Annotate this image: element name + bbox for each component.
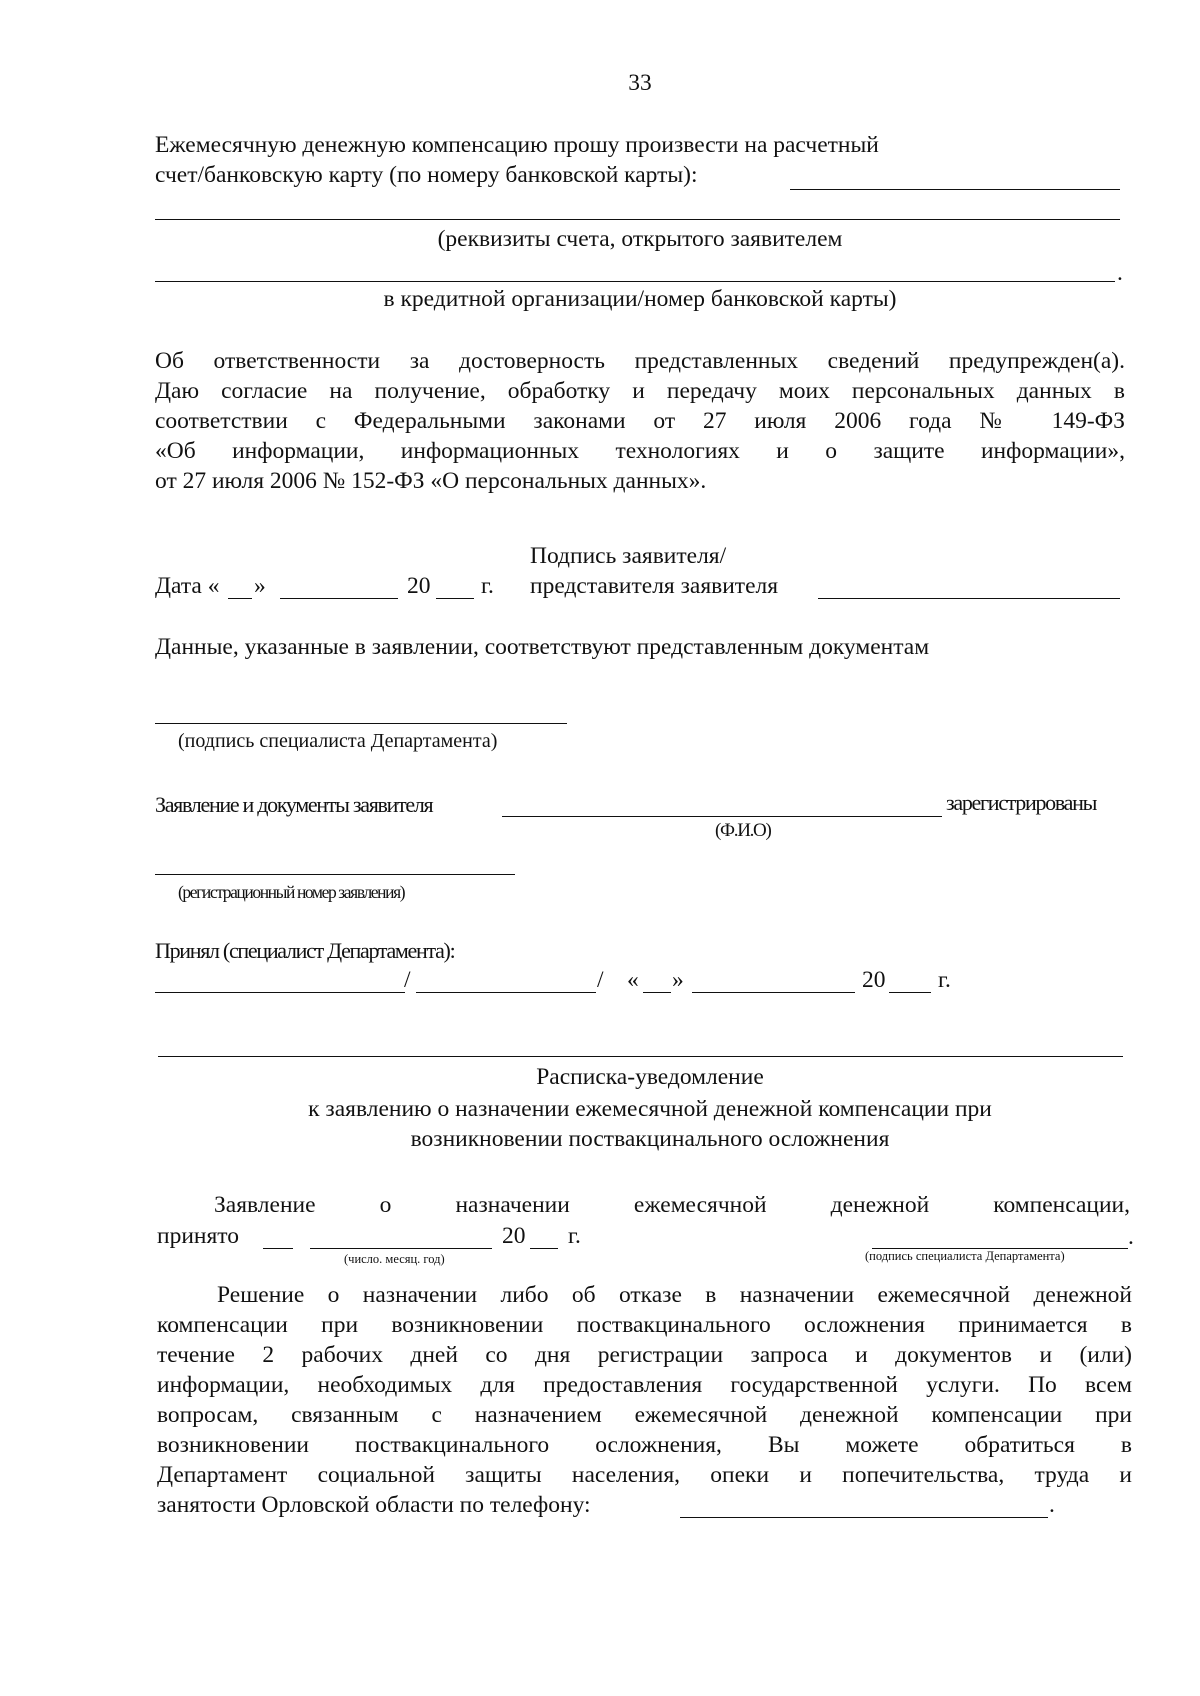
account-details-period: .: [1117, 260, 1123, 286]
specialist-signature-caption: (подпись специалиста Департамента): [178, 730, 498, 752]
receipt-year-prefix: 20: [502, 1223, 526, 1249]
compensation-line-1: Ежемесячную денежную компенсацию прошу произвести на расчетный: [155, 132, 879, 158]
date-label: Дата «: [155, 573, 220, 599]
date-day-field[interactable]: [228, 598, 252, 599]
phone-period: .: [1049, 1492, 1055, 1518]
decision-line: компенсации при возникновении поствакцинального осложнения принимается в: [157, 1312, 1132, 1338]
date-year-field[interactable]: [436, 598, 474, 599]
date-month-field[interactable]: [280, 598, 398, 599]
accepted-year-prefix: 20: [862, 967, 886, 993]
registration-label: Заявление и документы заявителя: [155, 792, 433, 817]
consent-line: от 27 июля 2006 № 152-ФЗ «О персональных данных».: [155, 468, 707, 494]
receipt-date-caption: (число. месяц. год): [344, 1252, 445, 1266]
account-details-caption-2: в кредитной организации/номер банковской карты): [383, 286, 897, 312]
consent-paragraph: [155, 346, 1125, 496]
accepted-slash-1: /: [404, 967, 411, 993]
accepted-year-field[interactable]: [889, 992, 931, 993]
receipt-date-field[interactable]: [310, 1248, 492, 1249]
receipt-accepted-label: принято: [157, 1223, 239, 1249]
date-year-prefix: 20: [407, 573, 431, 599]
decision-line: Решение о назначении либо об отказе в назначении ежемесячной денежной: [217, 1282, 1132, 1308]
consent-line: соответствии с Федеральными законами от 27 июля 2006 года № 149-ФЗ: [155, 408, 1125, 434]
receipt-year-field[interactable]: [530, 1248, 558, 1249]
accepted-month-field[interactable]: [692, 992, 855, 993]
receipt-signature-caption: (подпись специалиста Департамента): [865, 1249, 1065, 1263]
fio-caption: (Ф.И.О): [715, 820, 771, 841]
date-close-quote: »: [254, 573, 266, 599]
verification-text: Данные, указанные в заявлении, соответствуют представленным документам: [155, 634, 930, 660]
page-number: 33: [628, 70, 652, 96]
applicant-signature-label: Подпись заявителя/: [530, 543, 727, 569]
receipt-day-field[interactable]: [263, 1248, 293, 1249]
receipt-period: .: [1128, 1224, 1134, 1250]
decision-line: информации, необходимых для предоставления государственной услуги. По всем: [157, 1372, 1132, 1398]
account-details-field-1[interactable]: [155, 219, 1120, 220]
applicant-signature-field[interactable]: [818, 598, 1120, 599]
decision-line: вопросам, связанным с назначением ежемесячной денежной компенсации при: [157, 1402, 1132, 1428]
phone-label: занятости Орловской области по телефону:: [157, 1492, 591, 1518]
registration-number-field[interactable]: [155, 874, 515, 875]
accepted-year-suffix: г.: [938, 967, 951, 993]
receipt-application-line: Заявление о назначении ежемесячной денежной компенсации,: [214, 1192, 1130, 1218]
decision-line: течение 2 рабочих дней со дня регистрации запроса и документов и (или): [157, 1342, 1132, 1368]
decision-line: Департамент социальной защиты населения, опеки и попечительства, труда и: [157, 1462, 1132, 1488]
accepted-label: Принял (специалист Департамента):: [155, 938, 455, 963]
representative-label: представителя заявителя: [530, 573, 779, 599]
accepted-day-field[interactable]: [643, 992, 671, 993]
accepted-name-field[interactable]: [416, 992, 596, 993]
card-number-field[interactable]: [790, 189, 1120, 190]
account-details-caption-1: (реквизиты счета, открытого заявителем: [437, 226, 843, 252]
registration-number-caption: (регистрационный номер заявления): [178, 882, 405, 902]
compensation-line-2: счет/банковскую карту (по номеру банковской карты):: [155, 162, 698, 188]
accepted-quote-close: »: [672, 967, 684, 993]
receipt-title: Расписка-уведомление: [536, 1064, 764, 1090]
receipt-subtitle-1: к заявлению о назначении ежемесячной денежной компенсации при: [308, 1096, 992, 1122]
consent-line: Об ответственности за достоверность представленных сведений предупрежден(а).: [155, 348, 1125, 374]
consent-line: Даю согласие на получение, обработку и передачу моих персональных данных в: [155, 378, 1125, 404]
accepted-slash-2: /: [597, 967, 604, 993]
decision-paragraph: [157, 1280, 1132, 1490]
receipt-subtitle-2: возникновении поствакцинального осложнения: [410, 1126, 890, 1152]
consent-line: «Об информации, информационных технологиях и о защите информации»,: [155, 438, 1125, 464]
decision-line: возникновении поствакцинального осложнения, Вы можете обратиться в: [157, 1432, 1132, 1458]
specialist-signature-field[interactable]: [155, 723, 567, 724]
phone-field[interactable]: [680, 1517, 1048, 1518]
account-details-field-2[interactable]: [155, 281, 1115, 282]
registration-suffix: зарегистрированы: [946, 790, 1097, 815]
accepted-quote-open: «: [627, 967, 639, 993]
registration-fio-field[interactable]: [502, 816, 942, 817]
tear-off-line: [158, 1056, 1123, 1057]
date-year-suffix: г.: [481, 573, 494, 599]
accepted-signature-field[interactable]: [155, 992, 405, 993]
receipt-year-suffix: г.: [568, 1223, 581, 1249]
